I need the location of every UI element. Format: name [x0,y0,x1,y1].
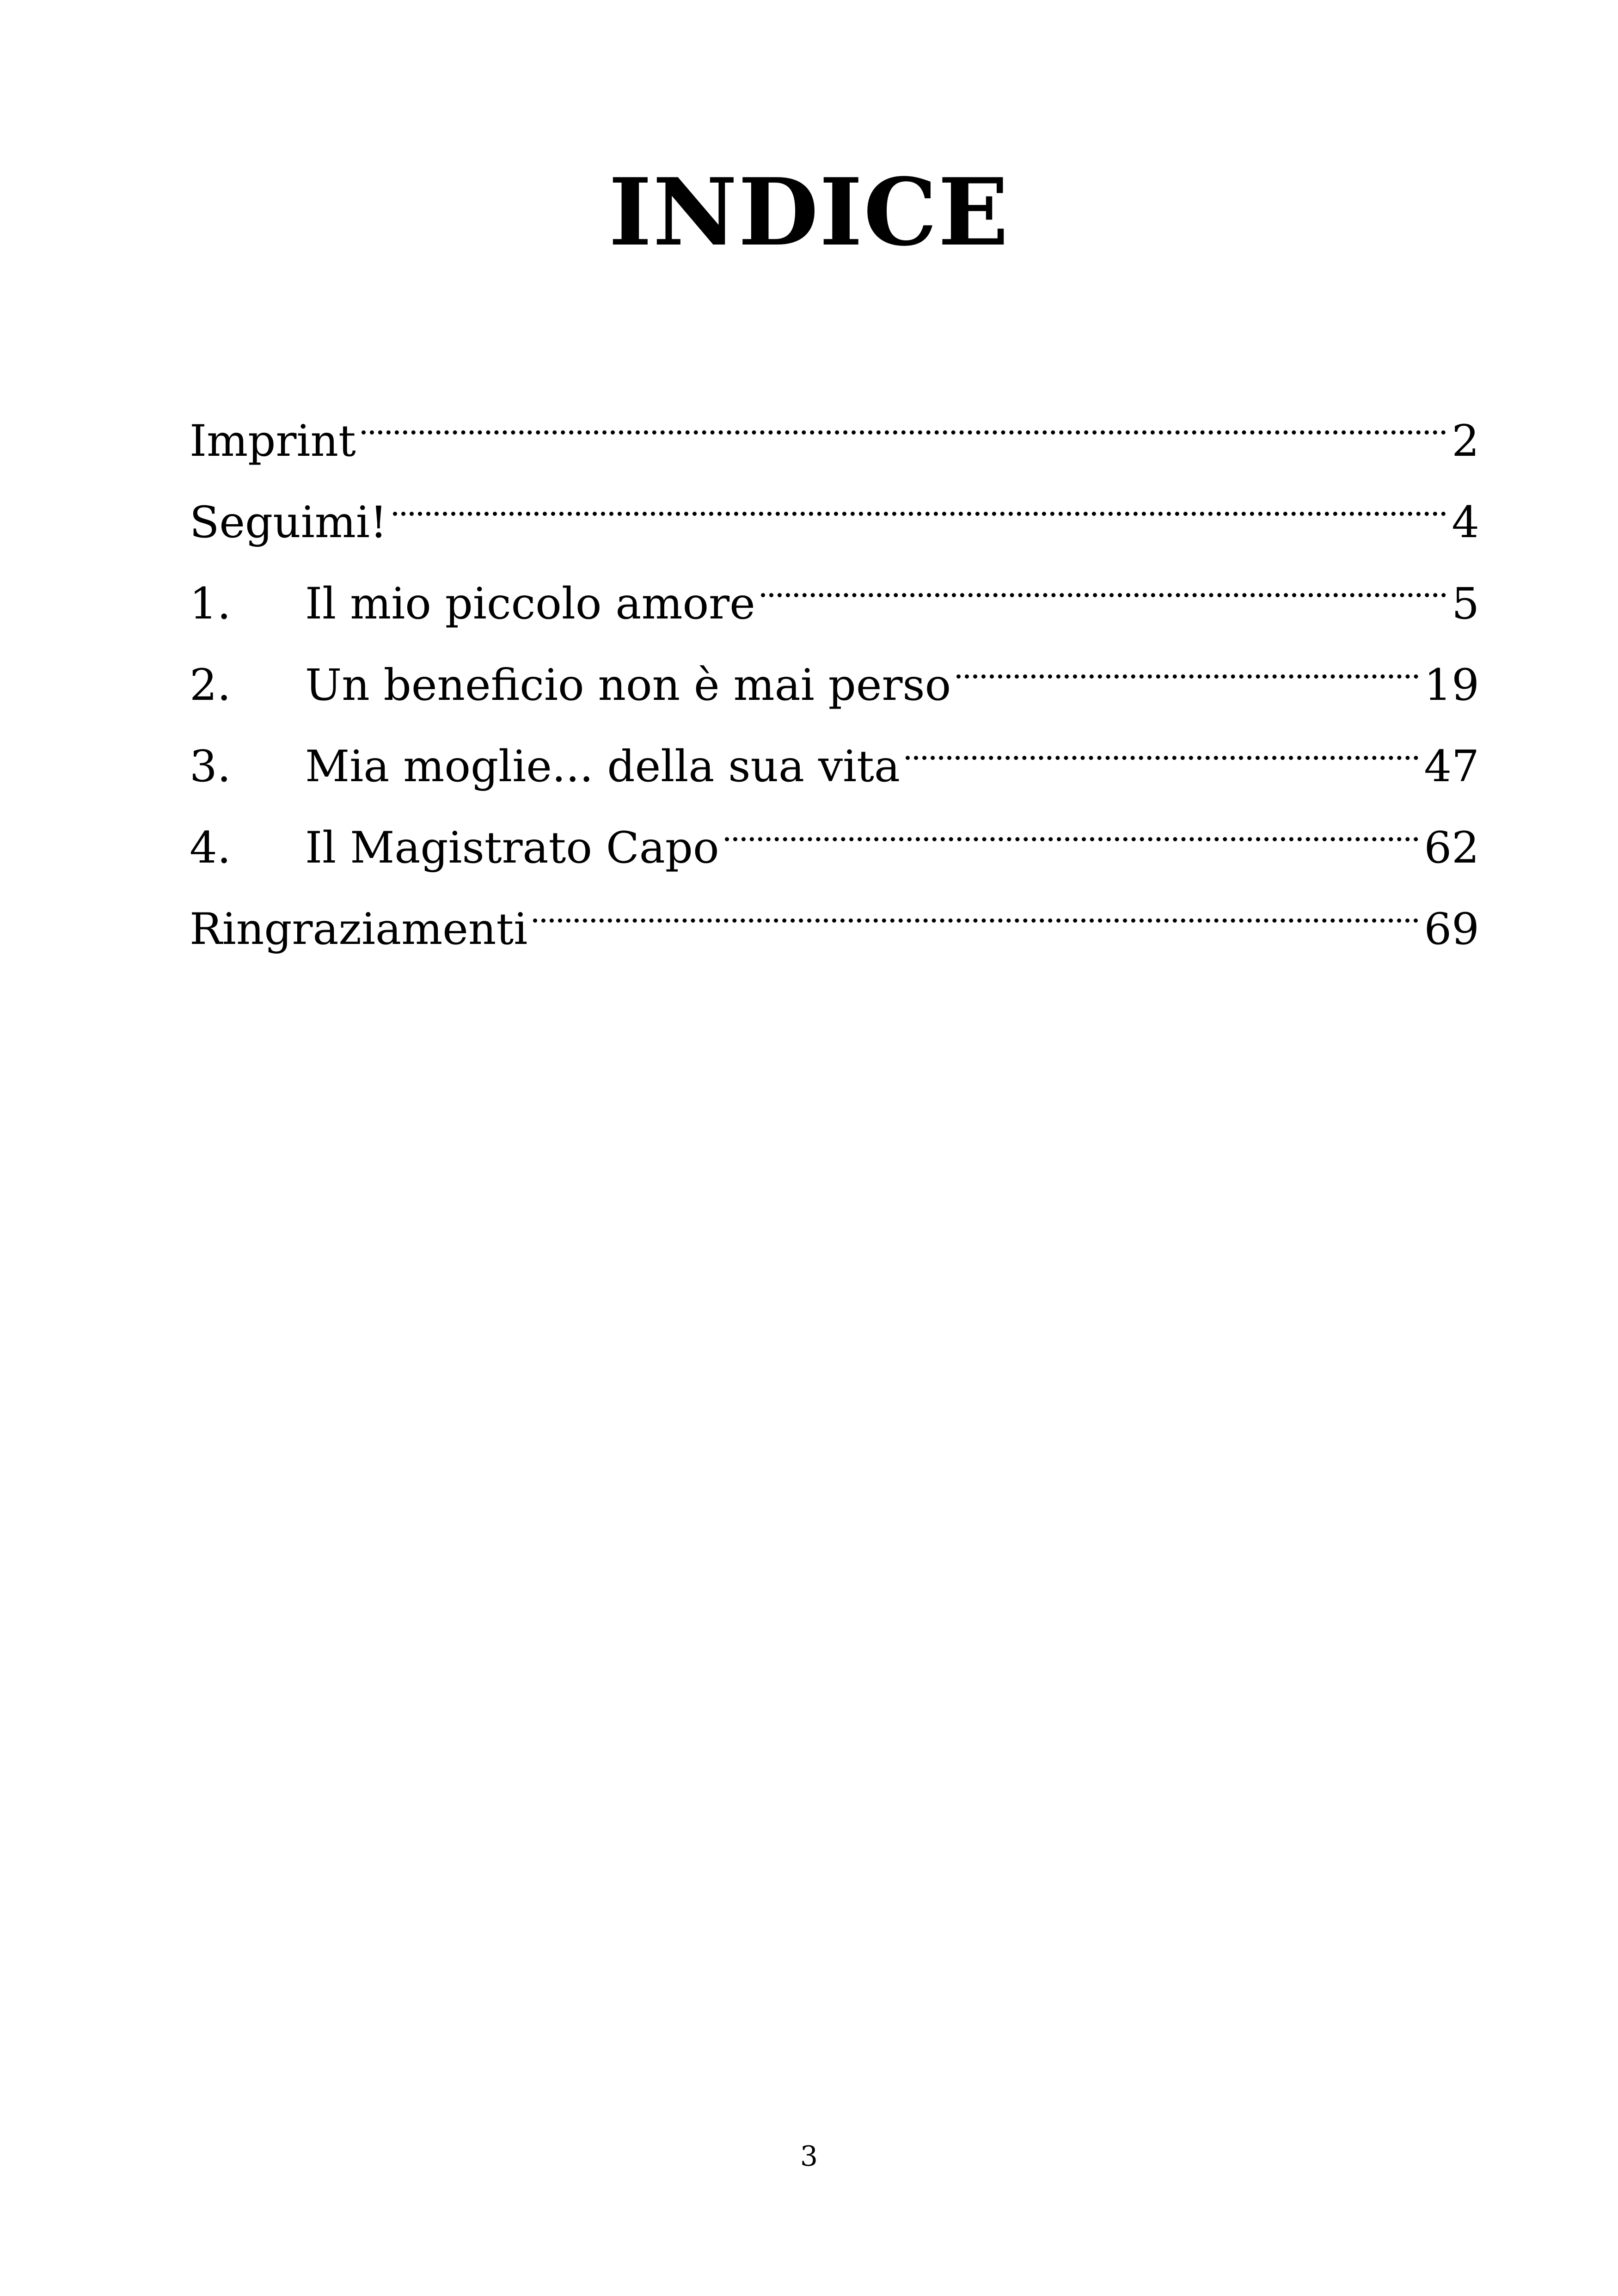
toc-entry-page: 19 [1424,660,1479,710]
toc-dot-leader [393,456,1446,537]
toc-entry-page: 62 [1424,823,1479,873]
toc-entry-number: 4. [190,823,231,873]
toc-dot-leader [761,537,1446,618]
toc-dot-leader [956,618,1418,700]
toc-entry-label: Mia moglie... della sua vita [305,741,900,792]
toc-dot-leader [533,863,1418,944]
toc-entry-label: Un beneficio non è mai perso [305,660,951,710]
toc-entry-page: 4 [1452,497,1479,548]
toc-entry-seguimi[interactable] [190,456,1479,548]
toc-dot-leader [362,374,1446,456]
table-of-contents [190,374,1479,955]
toc-dot-leader [725,781,1419,863]
toc-entry-page: 2 [1452,416,1479,466]
toc-entry-label: Il mio piccolo amore [305,579,755,629]
toc-entry-page: 69 [1424,904,1479,955]
toc-entry-imprint[interactable] [190,374,1479,466]
toc-entry-label: Imprint [190,416,356,466]
toc-dot-leader [906,700,1418,781]
toc-entry-label: Ringraziamenti [190,904,528,955]
toc-entry-label: Il Magistrato Capo [305,823,719,873]
toc-entry-page: 5 [1452,579,1479,629]
toc-entry-page: 47 [1424,741,1479,792]
page-title: INDICE [608,158,1010,267]
page-number: 3 [800,2140,818,2173]
toc-entry-label: Seguimi! [190,497,387,548]
toc-entry-number: 3. [190,741,231,792]
toc-entry-number: 2. [190,660,231,710]
toc-entry-number: 1. [190,579,231,629]
